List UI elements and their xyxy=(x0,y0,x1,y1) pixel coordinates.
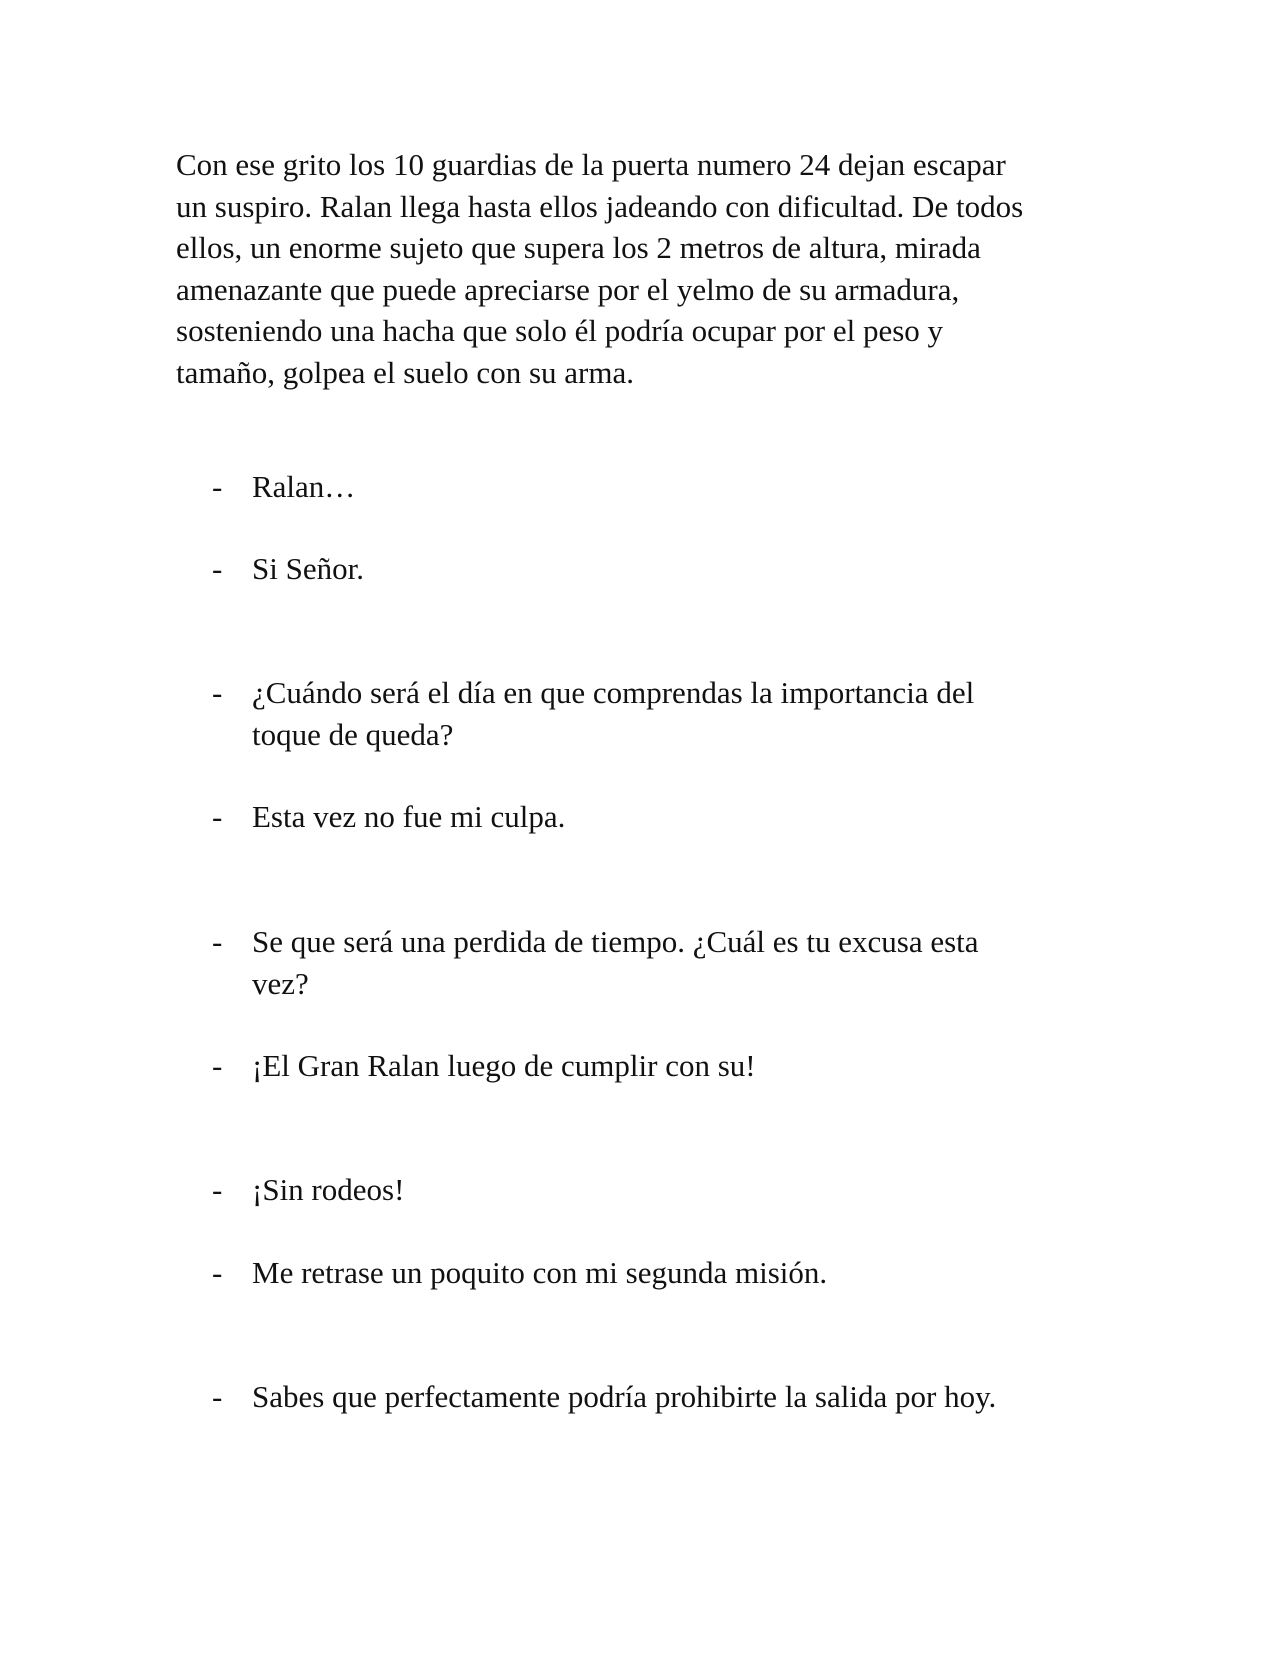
dialogue-dash: - xyxy=(212,1048,223,1083)
dialogue-dash: - xyxy=(212,924,223,959)
dialogue-text: Ralan… xyxy=(252,469,356,504)
dialogue-text: Se que será una perdida de tiempo. ¿Cuál es tu excusa esta vez? xyxy=(252,924,979,1001)
dialogue-dash: - xyxy=(212,1379,223,1414)
dialogue-text: ¿Cuándo será el día en que comprendas la importancia del toque de queda? xyxy=(252,675,975,752)
dialogue-dash: - xyxy=(212,675,223,710)
dialogue-dash: - xyxy=(212,469,223,504)
dialogue-text: Me retrase un poquito con mi segunda misión. xyxy=(252,1255,828,1290)
dialogue-dash: - xyxy=(212,1172,223,1207)
dialogue-text: ¡El Gran Ralan luego de cumplir con su! xyxy=(252,1048,756,1083)
dialogue-dash: - xyxy=(212,1255,223,1290)
dialogue-dash: - xyxy=(212,551,223,586)
dialogue-text: Sabes que perfectamente podría prohibirte la salida por hoy. xyxy=(252,1379,997,1414)
dialogue-text: ¡Sin rodeos! xyxy=(252,1172,405,1207)
dialogue-dash: - xyxy=(212,799,223,834)
dialogue-text: Esta vez no fue mi culpa. xyxy=(252,799,566,834)
narrative-paragraph: Con ese grito los 10 guardias de la puerta numero 24 dejan escapar un suspiro. Ralan llega hasta ellos jadeando con dificultad. De todos ellos, un enorme sujeto que supera los 2 metros de altura, mirada amenazante que puede apreciarse por el yelmo de su armadura, sosteniendo una hacha que solo él podría ocupar por el peso y tamaño, golpea el suelo con su arma. xyxy=(176,147,1024,390)
dialogue-text: Si Señor. xyxy=(252,551,364,586)
